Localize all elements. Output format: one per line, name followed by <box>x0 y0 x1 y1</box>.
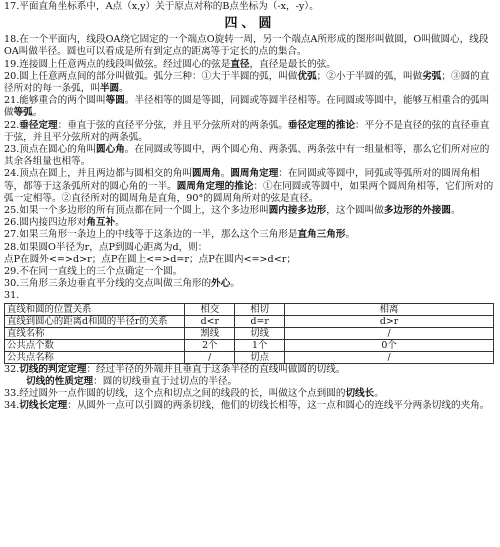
term-central-angle: 圆心角 <box>96 144 125 156</box>
table-row: 直线名称 割线 切线 / <box>5 327 494 339</box>
term-minor-arc: 劣弧 <box>422 70 442 82</box>
section-heading: 四、圆 <box>224 16 276 32</box>
term-tangent-property: 切线的性质定理 <box>26 375 94 387</box>
table-row: 直线到圆心的距离d和圆的半径r的关系 d<r d=r d>r <box>5 315 494 327</box>
item-24: 24.顶点在圆上，并且两边都与圆相交的角叫圆周角。圆周角定理：在同圆或等圆中，同弧或等弧所对的圆周角相等，都等于这条弧所对的圆心角的一半。圆周角定理的推论：①在同圆或等圆中，如果两个圆周角相等，它们所对的弧一定相等。②直径所对的圆周角是直角，90°的圆周角所对的弦是直径。 <box>4 168 494 204</box>
item-26: 26.圆内接四边形对角互补。 <box>4 217 125 229</box>
term-theorem-corollary: 垂径定理的推论 <box>287 119 356 131</box>
line-circle-relation-table <box>4 303 494 364</box>
term-tangent-criterion: 切线的判定定理 <box>19 363 87 375</box>
term-inscribed-angle: 圆周角 <box>191 168 221 180</box>
item-20: 20.圆上任意两点间的部分叫做弧。弧分三种：①大于半圆的弧，叫做优弧；②小于半圆的弧，叫做劣弧；③圆的直径所对的每一条弧，叫半圆。 <box>4 70 490 95</box>
term-major-arc: 优弧 <box>297 70 317 82</box>
term-perpendicular-diameter-theorem: 垂径定理 <box>19 119 58 131</box>
item-21: 21.能够重合的两个圆叫等圆。半径相等的圆是等圆，同圆或等圆半径相等。在同圆或等圆中，能够互相重合的弧叫做等弧。 <box>4 95 490 119</box>
item-31: 31. <box>4 290 20 302</box>
item-28-conditions: 点P在圆外<=>d>r；点P在圆上<=>d=r；点P在圆内<=>d<r； <box>4 253 296 265</box>
term-inscribed-angle-theorem: 圆周角定理 <box>230 168 279 180</box>
item-27: 27.如果三角形一条边上的中线等于这条边的一半，那么这个三角形是直角三角形。 <box>4 229 356 241</box>
item-28: 28.如果圆O半径为r，点P到圆心距离为d，则： <box>4 241 208 253</box>
document-page <box>4 0 496 412</box>
term-right-triangle: 直角三角形 <box>297 229 346 241</box>
item-34: 34.切线长定理：从圆外一点可以引圆的两条切线，他们的切线长相等，这一点和圆心的连线平分两条切线的夹角。 <box>4 400 490 412</box>
term-inscribed-polygon: 圆内接多边形 <box>268 205 327 217</box>
item-30: 30.三角形三条边垂直平分线的交点叫做三角形的外心。 <box>4 278 240 290</box>
item-29: 29.不在同一直线上的三个点确定一个圆。 <box>4 266 183 278</box>
term-tangent-length: 切线长 <box>345 388 375 400</box>
term-supplementary: 角互补 <box>86 217 116 229</box>
term-semicircle: 半圆 <box>99 83 120 95</box>
term-tangent-length-theorem: 切线长定理 <box>19 400 68 412</box>
term-diameter: 直径 <box>230 58 250 70</box>
item-19: 19.连接圆上任意两点的线段叫做弦。经过圆心的弦是直径，直径是最长的弦。 <box>4 58 336 70</box>
term-circumcenter: 外心 <box>211 278 231 290</box>
table-row: 公共点名称 / 切点 / <box>5 351 494 363</box>
item-25: 25.如果一个多边形的所有顶点都在同一个圆上，这个多边形叫圆内接多边形，这个圆叫做多边形的外接圆。 <box>4 205 461 217</box>
item-32-property: 切线的性质定理：圆的切线垂直于过切点的半径。 <box>26 375 238 387</box>
item-23: 23.顶点在圆心的角叫圆心角。在同圆或等圆中，两个圆心角、两条弧、两条弦中有一组量相等，那么它们所对应的其余各组量也相等。 <box>4 144 490 168</box>
term-inscribed-angle-corollary: 圆周角定理的推论 <box>176 180 254 192</box>
item-22: 22.垂径定理：垂直于弦的直径平分弦，并且平分弦所对的两条弧。垂径定理的推论：平分不是直径的弦的直径垂直于弦，并且平分弦所对的两条弧。 <box>4 119 490 143</box>
term-equal-circles: 等圆 <box>105 95 125 107</box>
item-17: 17.平面直角坐标系中，A点（x,y）关于原点对称的B点坐标为（-x，-y）。 <box>4 1 319 12</box>
table-row: 直线和圆的位置关系 相交 相切 相离 <box>5 303 494 315</box>
term-circumcircle: 多边形的外接圆 <box>383 205 451 217</box>
term-equal-arcs: 等弧 <box>13 107 33 119</box>
item-32: 32.切线的判定定理：经过半径的外端并且垂直于这条半径的直线叫做圆的切线。 <box>4 363 346 375</box>
item-33: 33.经过圆外一点作圆的切线，这个点和切点之间的线段的长，叫做这个点到圆的切线长。 <box>4 388 384 400</box>
item-18: 18.在一个平面内，线段OA绕它固定的一个端点O旋转一周，另一个端点A所形成的图形叫做圆，O叫做圆心，线段OA叫做半径。圆也可以看成是所有到定点的距离等于定长的点的集合。 <box>4 34 489 58</box>
table-row: 公共点个数 2个 1个 0个 <box>5 339 494 351</box>
